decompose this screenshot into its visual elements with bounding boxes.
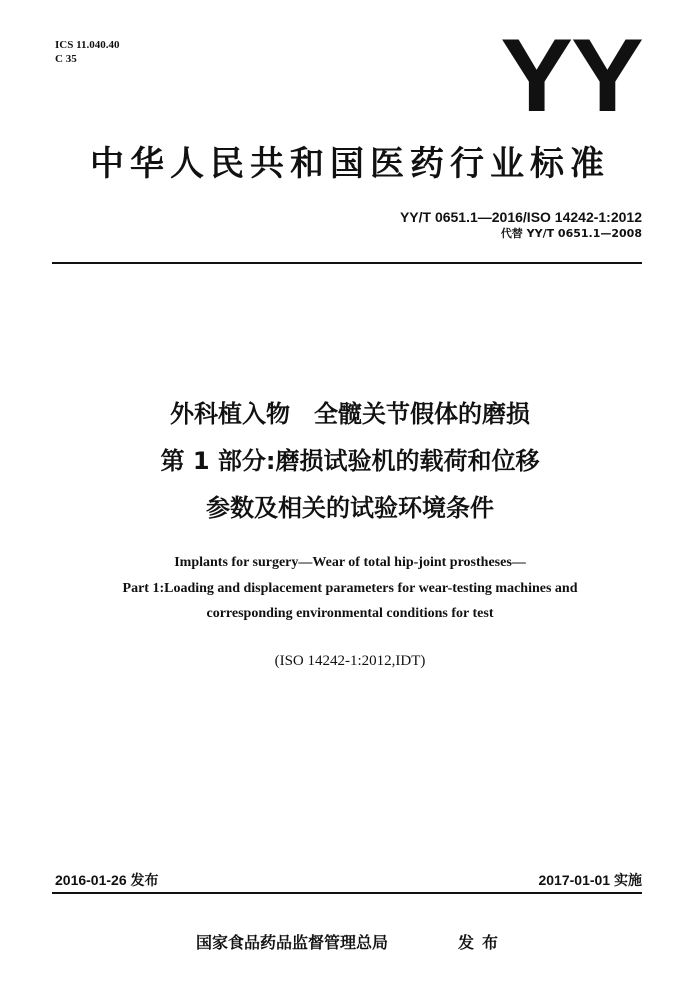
title-en-line1: Implants for surgery—Wear of total hip-joint prostheses— bbox=[174, 555, 526, 570]
standard-code: YY/T 0651.1—2016/ISO 14242-1:2012 bbox=[399, 209, 642, 225]
title-cn-line2: 第 1 部分:磨损试验机的载荷和位移 bbox=[160, 447, 540, 475]
ccs-code: C 35 bbox=[55, 53, 77, 65]
replaces-note: 代替 YY/T 0651.1—2008 bbox=[500, 227, 642, 240]
publish-date: 2016-01-26 发布 bbox=[55, 872, 159, 888]
iso-reference: (ISO 14242-1:2012,IDT) bbox=[274, 653, 426, 669]
title-cn-line3: 参数及相关的试验环境条件 bbox=[206, 494, 494, 522]
footer-divider bbox=[52, 892, 642, 894]
yy-logo: YY bbox=[500, 18, 642, 134]
classification-codes bbox=[55, 38, 120, 66]
title-en-line3: corresponding environmental conditions for test bbox=[206, 606, 494, 621]
header-divider bbox=[52, 262, 642, 264]
title-en-line2: Part 1:Loading and displacement parameters for wear-testing machines and bbox=[122, 581, 578, 596]
issuing-authority: 国家食品药品监督管理总局 bbox=[196, 933, 389, 952]
ics-code: ICS 11.040.40 bbox=[55, 39, 120, 51]
title-cn-line1: 外科植入物 全髋关节假体的磨损 bbox=[170, 400, 530, 428]
standard-type-title: 中华人民共和国医药行业标准 bbox=[90, 144, 610, 184]
effective-date: 2017-01-01 实施 bbox=[538, 872, 642, 888]
issue-label: 发布 bbox=[458, 933, 507, 952]
